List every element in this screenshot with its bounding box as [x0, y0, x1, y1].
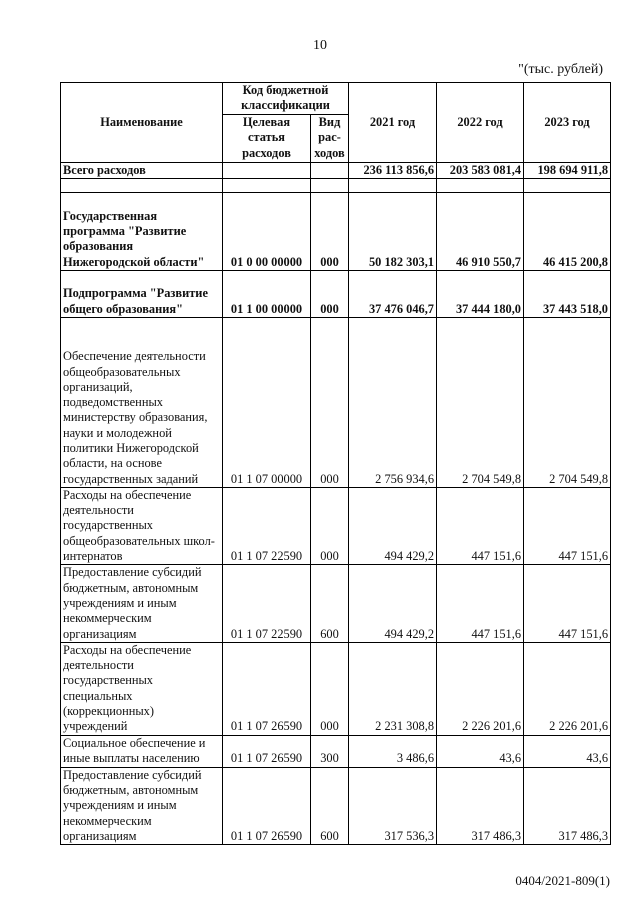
row-value-2021: 236 113 856,6 [349, 162, 437, 178]
table-row-empty [61, 178, 611, 192]
row-value-2023: 317 486,3 [524, 767, 611, 844]
row-name: Государственная программа "Развитие образования Нижегородской области" [61, 192, 223, 270]
row-code: 01 1 07 26590 [223, 735, 311, 767]
row-value-2021: 317 536,3 [349, 767, 437, 844]
row-code: 01 1 00 00000 [223, 270, 311, 317]
row-value-2022: 447 151,6 [437, 565, 524, 642]
header-expense-type: Вид рас- ходов [311, 114, 349, 162]
row-value-2023: 43,6 [524, 735, 611, 767]
row-type: 000 [311, 192, 349, 270]
table-row [61, 270, 611, 317]
header-name: Наименование [61, 83, 223, 163]
header-2023: 2023 год [524, 83, 611, 163]
row-value-2023: 2 704 549,8 [524, 317, 611, 487]
row-value-2023: 447 151,6 [524, 565, 611, 642]
row-value-2021: 3 486,6 [349, 735, 437, 767]
row-type: 000 [311, 642, 349, 735]
row-value-2021: 494 429,2 [349, 565, 437, 642]
row-type: 600 [311, 565, 349, 642]
row-value-2022: 46 910 550,7 [437, 192, 524, 270]
header-2022: 2022 год [437, 83, 524, 163]
row-name: Предоставление субсидий бюджетным, автономным учреждениям и иным некоммерческим организациям [61, 565, 223, 642]
row-code [223, 178, 311, 192]
row-type [311, 178, 349, 192]
table-row [61, 162, 611, 178]
row-value-2021 [349, 178, 437, 192]
row-value-2021: 37 476 046,7 [349, 270, 437, 317]
row-value-2022: 37 444 180,0 [437, 270, 524, 317]
table-row [61, 192, 611, 270]
row-type [311, 162, 349, 178]
row-type: 600 [311, 767, 349, 844]
row-value-2023: 46 415 200,8 [524, 192, 611, 270]
row-name: Подпрограмма "Развитие общего образования" [61, 270, 223, 317]
row-name: Расходы на обеспечение деятельности государственных общеобразовательных школ-интернатов [61, 487, 223, 564]
table-row [61, 487, 611, 564]
row-value-2023: 447 151,6 [524, 487, 611, 564]
row-value-2022 [437, 178, 524, 192]
header-code-group: Код бюджетной классификации [223, 83, 349, 115]
row-type: 000 [311, 487, 349, 564]
document-id: 0404/2021-809(1) [515, 873, 610, 888]
row-name: Обеспечение деятельности общеобразовательных организаций, подведомственных министерству образования, науки и молодежной политики Нижегородской области, на основе государственных заданий [61, 317, 223, 487]
page-number: 10 [313, 38, 327, 53]
row-value-2021: 50 182 303,1 [349, 192, 437, 270]
row-value-2021: 2 756 934,6 [349, 317, 437, 487]
row-code: 01 0 00 00000 [223, 192, 311, 270]
row-name [61, 178, 223, 192]
row-code: 01 1 07 22590 [223, 565, 311, 642]
row-type: 000 [311, 317, 349, 487]
row-code: 01 1 07 26590 [223, 767, 311, 844]
row-value-2022: 2 704 549,8 [437, 317, 524, 487]
budget-table [60, 82, 611, 845]
row-value-2022: 447 151,6 [437, 487, 524, 564]
row-value-2023: 198 694 911,8 [524, 162, 611, 178]
row-code: 01 1 07 26590 [223, 642, 311, 735]
row-value-2022: 43,6 [437, 735, 524, 767]
table-row [61, 317, 611, 487]
header-2021: 2021 год [349, 83, 437, 163]
table-row [61, 565, 611, 642]
row-type: 000 [311, 270, 349, 317]
header-target-article: Целевая статья расходов [223, 114, 311, 162]
row-value-2021: 2 231 308,8 [349, 642, 437, 735]
table-row [61, 767, 611, 844]
row-value-2022: 317 486,3 [437, 767, 524, 844]
row-type: 300 [311, 735, 349, 767]
row-code: 01 1 07 22590 [223, 487, 311, 564]
row-value-2022: 2 226 201,6 [437, 642, 524, 735]
row-name: Социальное обеспечение и иные выплаты населению [61, 735, 223, 767]
row-code: 01 1 07 00000 [223, 317, 311, 487]
row-code [223, 162, 311, 178]
table-row [61, 642, 611, 735]
row-value-2023: 37 443 518,0 [524, 270, 611, 317]
units-label: "(тыс. рублей) [518, 62, 603, 77]
row-name: Всего расходов [61, 162, 223, 178]
row-name: Предоставление субсидий бюджетным, автономным учреждениям и иным некоммерческим организациям [61, 767, 223, 844]
row-value-2021: 494 429,2 [349, 487, 437, 564]
row-value-2023 [524, 178, 611, 192]
table-row [61, 735, 611, 767]
row-value-2023: 2 226 201,6 [524, 642, 611, 735]
row-name: Расходы на обеспечение деятельности государственных специальных (коррекционных) учреждений [61, 642, 223, 735]
row-value-2022: 203 583 081,4 [437, 162, 524, 178]
